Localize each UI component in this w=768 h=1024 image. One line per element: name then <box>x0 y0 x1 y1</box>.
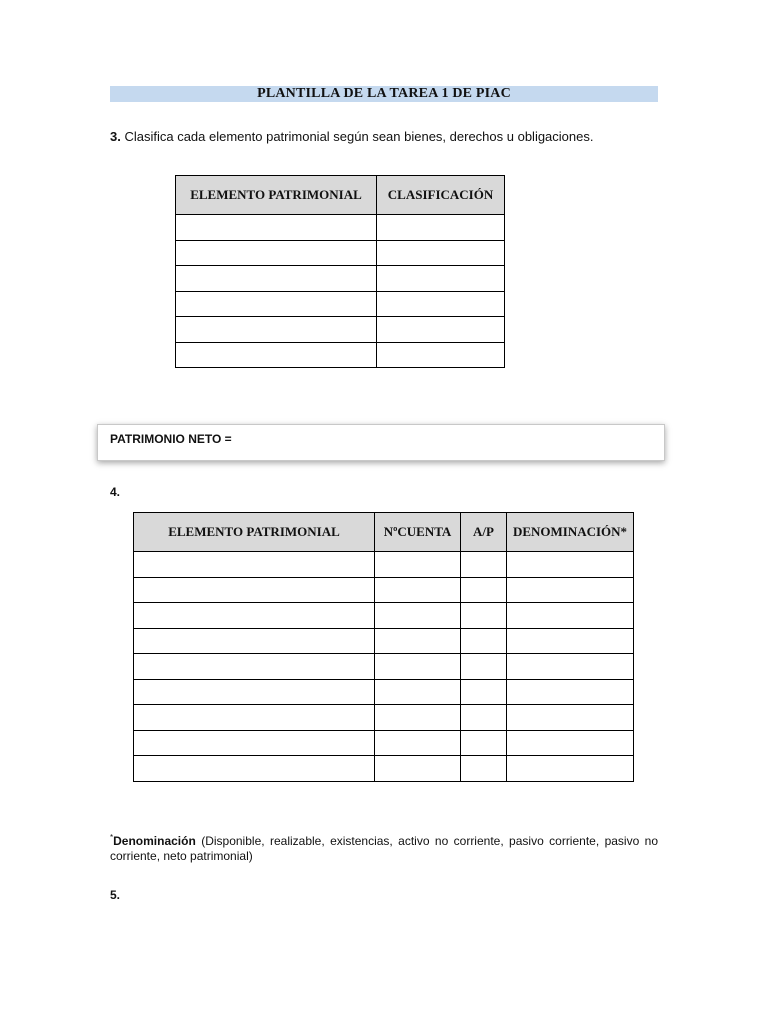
account-table-cell[interactable] <box>134 654 375 680</box>
account-table-cell[interactable] <box>134 679 375 705</box>
account-table-cell[interactable] <box>461 756 507 782</box>
section-3-text: Clasifica cada elemento patrimonial según sean bienes, derechos u obligaciones. <box>124 129 594 144</box>
account-table-cell[interactable] <box>375 552 461 578</box>
account-table-cell[interactable] <box>507 628 634 654</box>
account-table-cell[interactable] <box>461 577 507 603</box>
account-table-cell[interactable] <box>134 730 375 756</box>
footnote-term: Denominación <box>113 834 196 848</box>
header-clasificacion: CLASIFICACIÓN <box>377 176 505 215</box>
account-table-row <box>134 577 634 603</box>
account-table-cell[interactable] <box>375 654 461 680</box>
account-table-row <box>134 730 634 756</box>
denominacion-footnote <box>110 830 658 864</box>
section-3-number: 3. <box>110 129 121 144</box>
classification-table <box>175 175 505 368</box>
account-table-cell[interactable] <box>134 628 375 654</box>
classification-table-cell[interactable] <box>176 215 377 241</box>
section-4-number: 4. <box>110 485 121 499</box>
header-num-cuenta: NºCUENTA <box>375 513 461 552</box>
account-table-cell[interactable] <box>375 705 461 731</box>
account-table-row <box>134 756 634 782</box>
account-table-cell[interactable] <box>507 577 634 603</box>
patrimonio-neto-box[interactable] <box>97 424 665 461</box>
account-table-cell[interactable] <box>507 756 634 782</box>
classification-table-cell[interactable] <box>377 215 505 241</box>
account-table-cell[interactable] <box>461 628 507 654</box>
account-table-cell[interactable] <box>461 705 507 731</box>
account-table-cell[interactable] <box>507 679 634 705</box>
account-table-cell[interactable] <box>375 679 461 705</box>
classification-table-cell[interactable] <box>377 317 505 343</box>
account-table-row <box>134 552 634 578</box>
classification-table-row <box>176 342 505 368</box>
account-table-cell[interactable] <box>134 756 375 782</box>
patrimonio-neto-label: PATRIMONIO NETO = <box>110 432 232 446</box>
document-title: PLANTILLA DE LA TAREA 1 DE PIAC <box>110 86 658 102</box>
account-table-cell[interactable] <box>461 603 507 629</box>
account-table <box>133 512 634 782</box>
account-table-cell[interactable] <box>507 730 634 756</box>
classification-table-cell[interactable] <box>176 342 377 368</box>
account-table-row <box>134 679 634 705</box>
header-activo-pasivo: A/P <box>461 513 507 552</box>
account-table-row <box>134 654 634 680</box>
classification-table-cell[interactable] <box>176 317 377 343</box>
classification-table-cell[interactable] <box>377 342 505 368</box>
account-table-cell[interactable] <box>507 603 634 629</box>
classification-table-cell[interactable] <box>377 240 505 266</box>
account-table-cell[interactable] <box>375 603 461 629</box>
classification-table-row <box>176 215 505 241</box>
header-elemento-patrimonial-2: ELEMENTO PATRIMONIAL <box>134 513 375 552</box>
classification-table-cell[interactable] <box>176 240 377 266</box>
classification-table-body <box>176 215 505 368</box>
account-table-cell[interactable] <box>134 552 375 578</box>
account-table-cell[interactable] <box>461 679 507 705</box>
footnote-marker: * <box>110 833 114 842</box>
classification-table-cell[interactable] <box>377 266 505 292</box>
section-3-instruction <box>110 129 593 145</box>
account-table-cell[interactable] <box>461 654 507 680</box>
section-5-number: 5. <box>110 888 121 902</box>
classification-table-cell[interactable] <box>176 291 377 317</box>
account-table-cell[interactable] <box>134 577 375 603</box>
header-denominacion: DENOMINACIÓN* <box>507 513 634 552</box>
account-table-cell[interactable] <box>375 756 461 782</box>
classification-table-row <box>176 266 505 292</box>
footnote-text: (Disponible, realizable, existencias, activo no corriente, pasivo corriente, pasivo no corriente, neto patrimonial) <box>110 834 658 863</box>
account-table-cell[interactable] <box>461 730 507 756</box>
account-table-row <box>134 628 634 654</box>
account-table-body <box>134 552 634 782</box>
account-table-cell[interactable] <box>507 705 634 731</box>
classification-table-row <box>176 317 505 343</box>
account-table-row <box>134 705 634 731</box>
classification-table-row <box>176 291 505 317</box>
account-table-cell[interactable] <box>507 552 634 578</box>
classification-table-row <box>176 240 505 266</box>
classification-table-cell[interactable] <box>176 266 377 292</box>
classification-table-cell[interactable] <box>377 291 505 317</box>
account-table-cell[interactable] <box>507 654 634 680</box>
account-table-row <box>134 603 634 629</box>
account-table-cell[interactable] <box>134 603 375 629</box>
account-table-cell[interactable] <box>134 705 375 731</box>
account-table-cell[interactable] <box>375 628 461 654</box>
account-table-cell[interactable] <box>375 577 461 603</box>
header-elemento-patrimonial: ELEMENTO PATRIMONIAL <box>176 176 377 215</box>
account-table-cell[interactable] <box>375 730 461 756</box>
account-table-cell[interactable] <box>461 552 507 578</box>
